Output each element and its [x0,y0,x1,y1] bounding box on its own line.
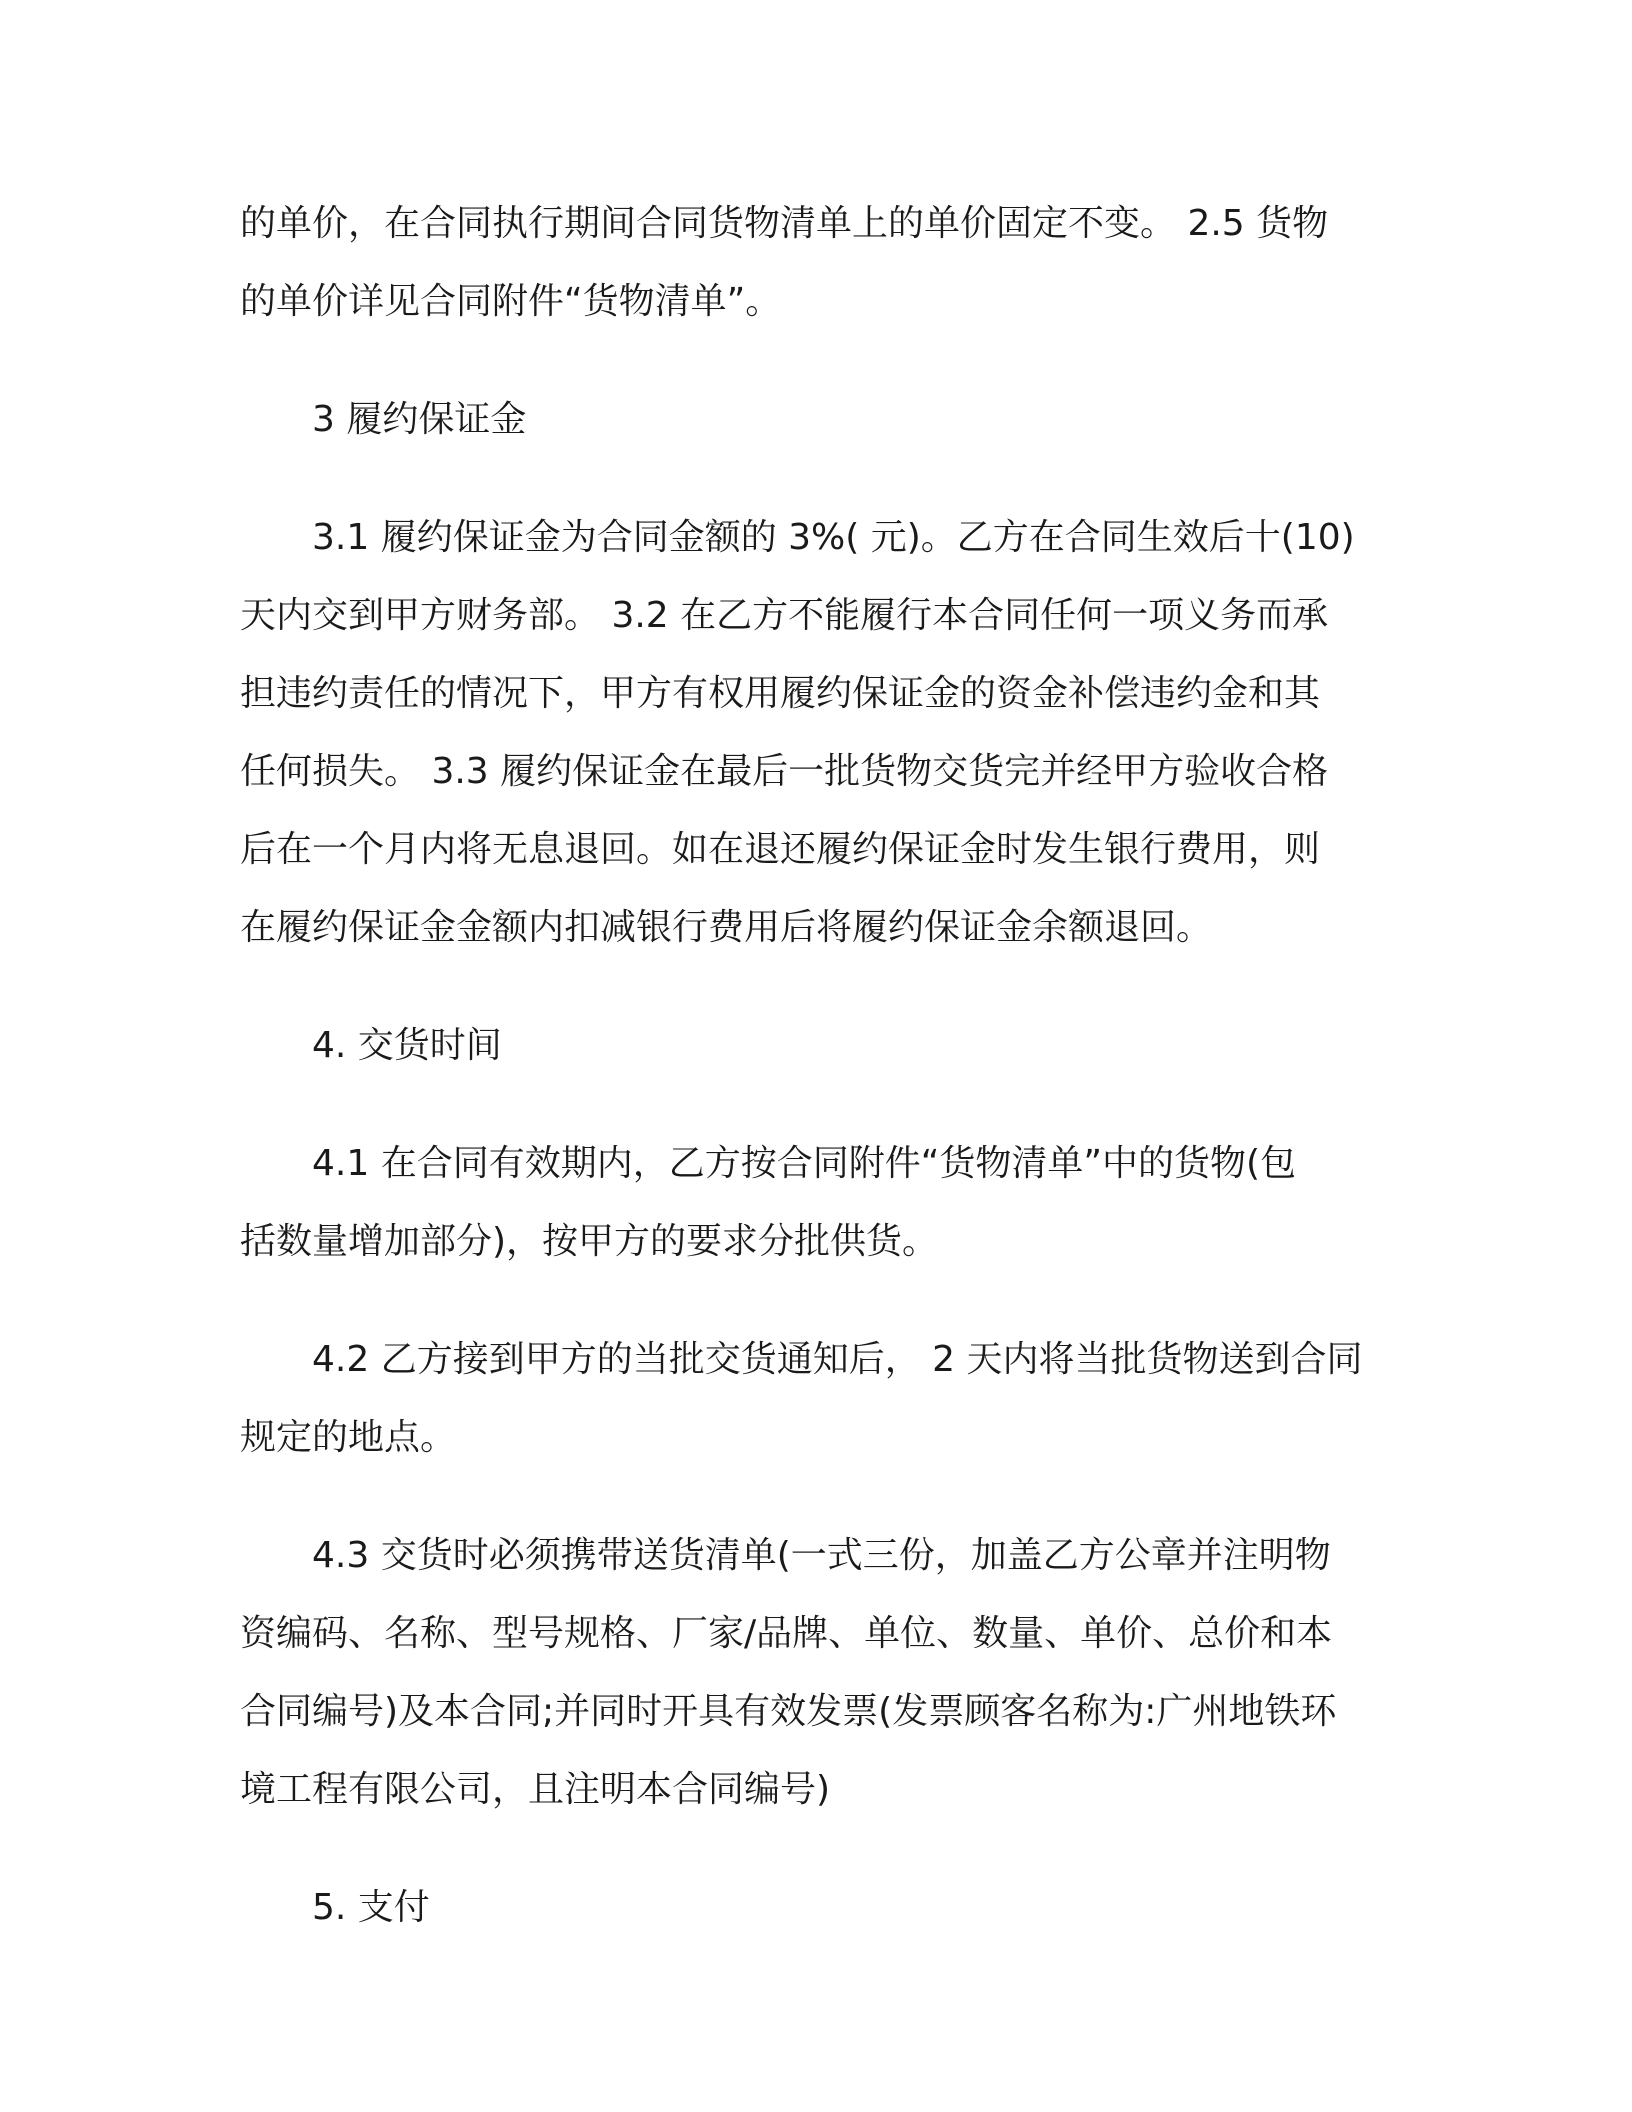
text-line: 的单价，在合同执行期间合同货物清单上的单价固定不变。 2.5 货物 [240,203,1329,244]
paragraph-4-2 [240,1321,1400,1477]
text-line: 4.2 乙方接到甲方的当批交货通知后， 2 天内将当批货物送到合同 [312,1339,1363,1380]
text-line: 后在一个月内将无息退回。如在退还履约保证金时发生银行费用，则 [240,829,1321,870]
text-line: 天内交到甲方财务部。 3.2 在乙方不能履行本合同任何一项义务而承 [240,595,1329,636]
text-line: 在履约保证金金额内扣减银行费用后将履约保证金余额退回。 [240,907,1213,948]
text-line: 括数量增加部分)，按甲方的要求分批供货。 [240,1221,939,1262]
paragraph-4-3 [240,1517,1400,1829]
heading-text: 5. 支付 [312,1887,430,1928]
text-line: 担违约责任的情况下，甲方有权用履约保证金的资金补偿违约金和其 [240,673,1321,714]
section-heading-5 [240,1869,1400,1947]
text-line: 资编码、名称、型号规格、厂家/品牌、单位、数量、单价、总价和本 [240,1613,1333,1654]
paragraph-2-4-continued [240,185,1400,341]
text-line: 3.1 履约保证金为合同金额的 3%( 元)。乙方在合同生效后十(10) [312,517,1355,558]
heading-text: 4. 交货时间 [312,1025,502,1066]
text-line: 4.3 交货时必须携带送货清单(一式三份，加盖乙方公章并注明物 [312,1535,1331,1576]
paragraph-4-1 [240,1125,1400,1281]
section-heading-4 [240,1007,1400,1085]
text-line: 合同编号)及本合同;并同时开具有效发票(发票顾客名称为:广州地铁环 [240,1691,1337,1732]
section-heading-3 [240,381,1400,459]
text-line: 任何损失。 3.3 履约保证金在最后一批货物交货完并经甲方验收合格 [240,751,1329,792]
heading-text: 3 履约保证金 [312,399,527,440]
text-line: 的单价详见合同附件“货物清单”。 [240,281,782,322]
paragraph-3-1 [240,499,1400,967]
text-line: 4.1 在合同有效期内，乙方按合同附件“货物清单”中的货物(包 [312,1143,1297,1184]
document-body [240,185,1400,1987]
text-line: 境工程有限公司，且注明本合同编号) [240,1769,831,1810]
text-line: 规定的地点。 [240,1417,457,1458]
